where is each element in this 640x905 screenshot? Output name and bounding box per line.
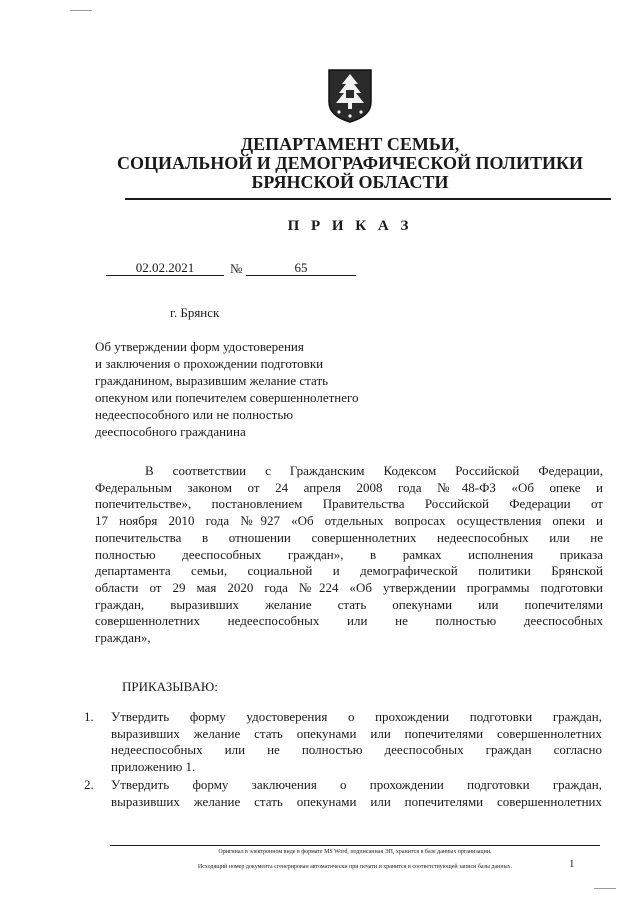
scan-artifact-bottom [594, 888, 616, 889]
document-subject [95, 338, 425, 440]
subject-line: и заключения о прохождении подготовки [95, 356, 324, 371]
bryansk-coat-of-arms-icon [327, 68, 373, 124]
footer-note-number: Исходящий номер документа сгенерирован автоматически при печати и хранится в соответствующей записи базы данных. [197, 864, 513, 870]
department-name-line-1: ДЕПАРТАМЕНТ СЕМЬИ, [240, 134, 460, 154]
page-number: 1 [569, 858, 575, 870]
department-name-line-2: СОЦИАЛЬНОЙ И ДЕМОГРАФИЧЕСКОЙ ПОЛИТИКИ [116, 153, 584, 173]
footer-divider [110, 845, 600, 846]
item-line: Утвердить форму удостоверения о прохождении подготовки граждан, [111, 709, 602, 724]
body-line: 17 ноября 2010 года №927 «Об отдельных вопросах осуществления опеки и [95, 513, 603, 529]
item-line: выразивших желание стать опекунами или попечителями совершеннолетних [111, 725, 602, 741]
document-number: 65 [246, 261, 356, 276]
document-title: П Р И К А З [287, 218, 413, 234]
item-number: 2. [84, 777, 94, 792]
subject-line: гражданином, выразившим желание стать [95, 373, 329, 388]
body-line: попечительстве», постановлением Правительства Российской Федерации от [95, 496, 603, 512]
item-line: выразивших желание стать опекунами или попечителями совершеннолетних [111, 793, 602, 809]
subject-line: Об утверждении форм удостоверения [95, 339, 304, 354]
scan-artifact-top [70, 10, 92, 11]
header-divider [125, 198, 611, 200]
body-line: попечительства в отношении совершеннолетних недееспособных или не [95, 529, 603, 545]
body-line: полностью дееспособных граждан», в рамках исполнения приказа [95, 546, 603, 562]
body-line: граждан», [95, 630, 151, 646]
item-text [111, 777, 602, 810]
body-line: департамента семьи, социальной и демографической политики Брянской [95, 563, 603, 579]
body-line: В соответствии с Гражданским Кодексом Российской Федерации, [145, 463, 603, 478]
body-line: области от 29 мая 2020 года №224 «Об утверждении программы подготовки [95, 579, 603, 595]
footer-note-original: Оригинал в электронном виде в формате MS Word, подписанная ЭП, хранится в базе данных организации. [218, 849, 492, 855]
subject-line: дееспособного гражданина [95, 424, 246, 439]
item-number: 1. [84, 709, 94, 724]
item-line: недееспособных или не полностью дееспособных граждан согласно [111, 742, 602, 758]
body-line: Федеральным законом от 24 апреля 2008 года №48-ФЗ «Об опеке и [95, 479, 603, 495]
order-word: ПРИКАЗЫВАЮ: [122, 679, 218, 694]
document-date: 02.02.2021 [106, 261, 224, 276]
subject-line: опекуном или попечителем совершеннолетнего [95, 390, 359, 405]
department-name-line-3: БРЯНСКОЙ ОБЛАСТИ [251, 172, 449, 192]
item-line: Утвердить форму заключения о прохождении подготовки граждан, [111, 777, 602, 792]
city: г. Брянск [170, 305, 220, 320]
subject-line: недееспособного или не полностью [95, 407, 293, 422]
body-line: совершеннолетних недееспособных или не полностью дееспособных [95, 613, 603, 629]
item-line: приложению 1. [111, 759, 196, 775]
body-line: граждан, выразивших желание стать опекунами или попечителями [95, 596, 603, 612]
item-text [111, 709, 602, 776]
preamble-paragraph [95, 463, 603, 647]
number-sign: № [230, 261, 243, 276]
